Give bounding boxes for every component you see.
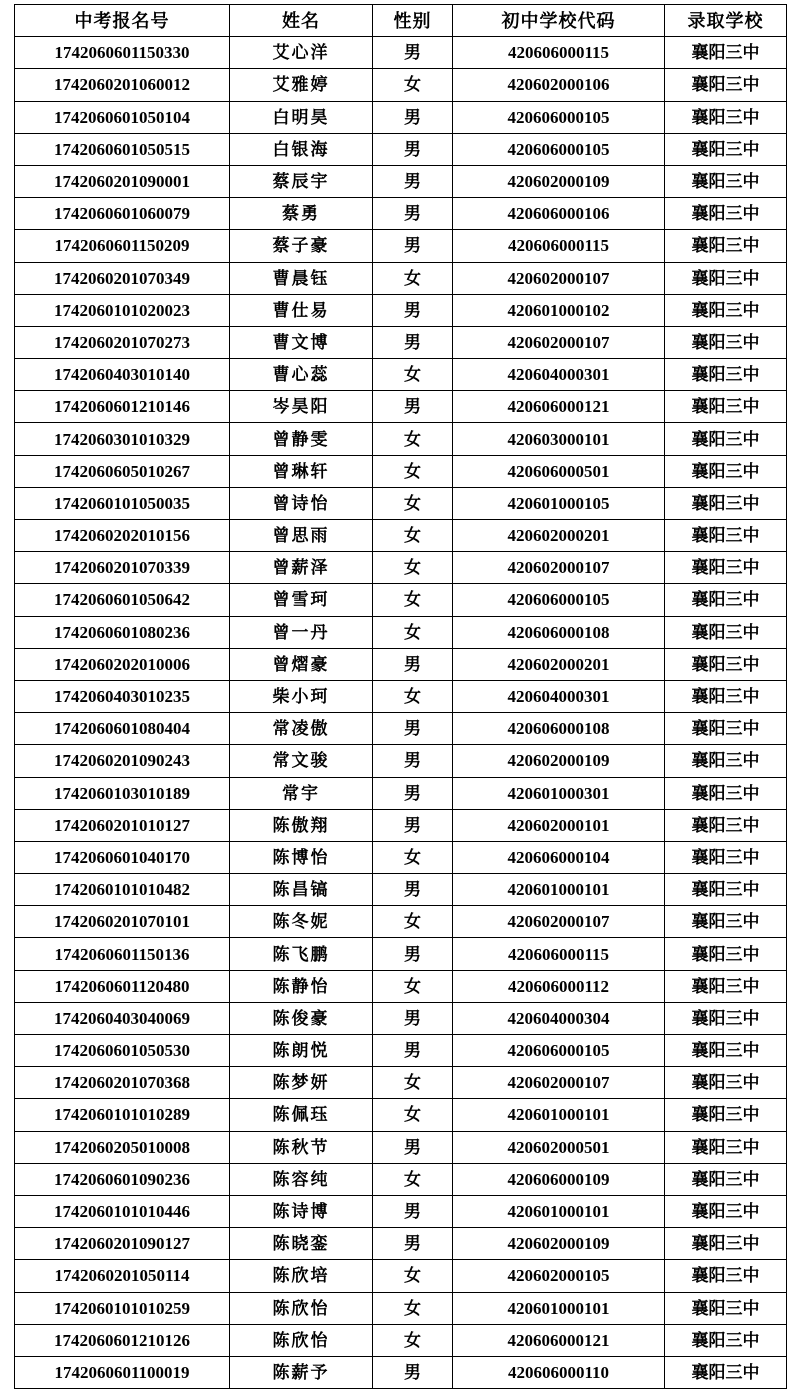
cell-name: 蔡勇 <box>230 198 373 230</box>
cell-name: 陈傲翔 <box>230 809 373 841</box>
cell-gender: 男 <box>373 198 453 230</box>
cell-gender: 男 <box>373 326 453 358</box>
cell-name: 陈容纯 <box>230 1163 373 1195</box>
cell-school-code: 420606000105 <box>453 133 665 165</box>
table-row <box>15 37 787 69</box>
cell-exam-number: 1742060101010259 <box>15 1292 230 1324</box>
cell-exam-number: 1742060202010006 <box>15 648 230 680</box>
cell-name: 陈俊豪 <box>230 1002 373 1034</box>
cell-exam-number: 1742060201070349 <box>15 262 230 294</box>
cell-admitted-school: 襄阳三中 <box>665 326 787 358</box>
cell-gender: 男 <box>373 101 453 133</box>
cell-name: 陈欣怡 <box>230 1292 373 1324</box>
cell-exam-number: 1742060201090001 <box>15 165 230 197</box>
cell-admitted-school: 襄阳三中 <box>665 133 787 165</box>
cell-school-code: 420602000109 <box>453 1228 665 1260</box>
cell-admitted-school: 襄阳三中 <box>665 1131 787 1163</box>
cell-exam-number: 1742060101010289 <box>15 1099 230 1131</box>
cell-school-code: 420602000105 <box>453 1260 665 1292</box>
cell-exam-number: 1742060205010008 <box>15 1131 230 1163</box>
cell-name: 陈冬妮 <box>230 906 373 938</box>
cell-exam-number: 1742060601050515 <box>15 133 230 165</box>
cell-admitted-school: 襄阳三中 <box>665 69 787 101</box>
cell-school-code: 420606000108 <box>453 616 665 648</box>
table-row <box>15 745 787 777</box>
cell-admitted-school: 襄阳三中 <box>665 1002 787 1034</box>
cell-name: 陈飞鹏 <box>230 938 373 970</box>
table-row <box>15 777 787 809</box>
cell-school-code: 420606000104 <box>453 841 665 873</box>
cell-name: 蔡辰宇 <box>230 165 373 197</box>
cell-gender: 女 <box>373 1292 453 1324</box>
cell-name: 曹仕易 <box>230 294 373 326</box>
cell-school-code: 420601000301 <box>453 777 665 809</box>
cell-name: 岑昊阳 <box>230 391 373 423</box>
table-row <box>15 616 787 648</box>
cell-gender: 男 <box>373 648 453 680</box>
cell-name: 陈朗悦 <box>230 1035 373 1067</box>
table-row <box>15 1324 787 1356</box>
column-header-name: 姓名 <box>230 5 373 37</box>
cell-exam-number: 1742060403040069 <box>15 1002 230 1034</box>
cell-school-code: 420606000106 <box>453 198 665 230</box>
cell-gender: 女 <box>373 584 453 616</box>
cell-name: 陈梦妍 <box>230 1067 373 1099</box>
cell-gender: 男 <box>373 713 453 745</box>
cell-exam-number: 1742060301010329 <box>15 423 230 455</box>
cell-gender: 女 <box>373 520 453 552</box>
cell-exam-number: 1742060601150330 <box>15 37 230 69</box>
table-row <box>15 1067 787 1099</box>
cell-name: 陈晓銮 <box>230 1228 373 1260</box>
cell-name: 常文骏 <box>230 745 373 777</box>
cell-name: 柴小珂 <box>230 680 373 712</box>
table-row <box>15 1292 787 1324</box>
table-row <box>15 1228 787 1260</box>
cell-school-code: 420602000107 <box>453 1067 665 1099</box>
cell-school-code: 420601000101 <box>453 1195 665 1227</box>
cell-school-code: 420602000201 <box>453 648 665 680</box>
cell-exam-number: 1742060101050035 <box>15 487 230 519</box>
table-row <box>15 359 787 391</box>
cell-exam-number: 1742060601080236 <box>15 616 230 648</box>
cell-admitted-school: 襄阳三中 <box>665 874 787 906</box>
cell-exam-number: 1742060101010446 <box>15 1195 230 1227</box>
cell-name: 陈薪予 <box>230 1356 373 1388</box>
cell-name: 艾心洋 <box>230 37 373 69</box>
cell-exam-number: 1742060601210126 <box>15 1324 230 1356</box>
cell-name: 艾雅婷 <box>230 69 373 101</box>
cell-exam-number: 1742060601050104 <box>15 101 230 133</box>
cell-admitted-school: 襄阳三中 <box>665 777 787 809</box>
cell-admitted-school: 襄阳三中 <box>665 37 787 69</box>
table-row <box>15 970 787 1002</box>
table-row <box>15 294 787 326</box>
cell-school-code: 420606000109 <box>453 1163 665 1195</box>
cell-admitted-school: 襄阳三中 <box>665 552 787 584</box>
cell-admitted-school: 襄阳三中 <box>665 809 787 841</box>
cell-school-code: 420601000105 <box>453 487 665 519</box>
table-row <box>15 262 787 294</box>
table-header <box>15 5 787 37</box>
cell-school-code: 420601000101 <box>453 1292 665 1324</box>
cell-gender: 女 <box>373 906 453 938</box>
cell-school-code: 420606000105 <box>453 1035 665 1067</box>
column-header-admitted-school: 录取学校 <box>665 5 787 37</box>
table-row <box>15 938 787 970</box>
table-row <box>15 1035 787 1067</box>
cell-exam-number: 1742060403010140 <box>15 359 230 391</box>
cell-name: 蔡子豪 <box>230 230 373 262</box>
cell-name: 曾静雯 <box>230 423 373 455</box>
cell-name: 曾诗怡 <box>230 487 373 519</box>
table-row <box>15 520 787 552</box>
cell-school-code: 420606000110 <box>453 1356 665 1388</box>
cell-gender: 男 <box>373 1356 453 1388</box>
cell-exam-number: 1742060601060079 <box>15 198 230 230</box>
cell-exam-number: 1742060201070273 <box>15 326 230 358</box>
column-header-gender: 性别 <box>373 5 453 37</box>
cell-exam-number: 1742060202010156 <box>15 520 230 552</box>
table-row <box>15 809 787 841</box>
cell-name: 曾熠豪 <box>230 648 373 680</box>
cell-admitted-school: 襄阳三中 <box>665 1292 787 1324</box>
cell-gender: 女 <box>373 262 453 294</box>
cell-name: 曹晨钰 <box>230 262 373 294</box>
cell-name: 陈秋节 <box>230 1131 373 1163</box>
cell-exam-number: 1742060601050530 <box>15 1035 230 1067</box>
cell-exam-number: 1742060201010127 <box>15 809 230 841</box>
cell-gender: 女 <box>373 616 453 648</box>
cell-gender: 女 <box>373 455 453 487</box>
cell-exam-number: 1742060201070101 <box>15 906 230 938</box>
cell-admitted-school: 襄阳三中 <box>665 520 787 552</box>
table-row <box>15 455 787 487</box>
cell-gender: 男 <box>373 1195 453 1227</box>
cell-school-code: 420606000501 <box>453 455 665 487</box>
cell-school-code: 420606000108 <box>453 713 665 745</box>
cell-admitted-school: 襄阳三中 <box>665 391 787 423</box>
cell-admitted-school: 襄阳三中 <box>665 1163 787 1195</box>
cell-admitted-school: 襄阳三中 <box>665 101 787 133</box>
cell-school-code: 420601000101 <box>453 874 665 906</box>
cell-admitted-school: 襄阳三中 <box>665 359 787 391</box>
cell-school-code: 420601000102 <box>453 294 665 326</box>
table-row <box>15 230 787 262</box>
cell-exam-number: 1742060601100019 <box>15 1356 230 1388</box>
cell-gender: 女 <box>373 552 453 584</box>
cell-admitted-school: 襄阳三中 <box>665 1356 787 1388</box>
cell-school-code: 420606000112 <box>453 970 665 1002</box>
cell-name: 陈诗博 <box>230 1195 373 1227</box>
cell-school-code: 420604000304 <box>453 1002 665 1034</box>
cell-gender: 女 <box>373 69 453 101</box>
table-body <box>15 37 787 1389</box>
cell-exam-number: 1742060101020023 <box>15 294 230 326</box>
cell-exam-number: 1742060403010235 <box>15 680 230 712</box>
table-row <box>15 423 787 455</box>
cell-gender: 男 <box>373 165 453 197</box>
cell-admitted-school: 襄阳三中 <box>665 841 787 873</box>
cell-school-code: 420606000121 <box>453 391 665 423</box>
cell-school-code: 420606000105 <box>453 584 665 616</box>
cell-gender: 男 <box>373 230 453 262</box>
table-row <box>15 552 787 584</box>
table-row <box>15 101 787 133</box>
cell-name: 陈欣培 <box>230 1260 373 1292</box>
cell-exam-number: 1742060101010482 <box>15 874 230 906</box>
cell-admitted-school: 襄阳三中 <box>665 198 787 230</box>
cell-admitted-school: 襄阳三中 <box>665 906 787 938</box>
cell-admitted-school: 襄阳三中 <box>665 713 787 745</box>
column-header-exam-number: 中考报名号 <box>15 5 230 37</box>
cell-gender: 女 <box>373 423 453 455</box>
cell-exam-number: 1742060601150136 <box>15 938 230 970</box>
cell-school-code: 420602000501 <box>453 1131 665 1163</box>
cell-admitted-school: 襄阳三中 <box>665 970 787 1002</box>
cell-admitted-school: 襄阳三中 <box>665 165 787 197</box>
cell-admitted-school: 襄阳三中 <box>665 1228 787 1260</box>
table-row <box>15 133 787 165</box>
table-row <box>15 487 787 519</box>
table-row <box>15 1163 787 1195</box>
cell-gender: 男 <box>373 1002 453 1034</box>
cell-exam-number: 1742060601080404 <box>15 713 230 745</box>
table-row <box>15 69 787 101</box>
cell-school-code: 420606000121 <box>453 1324 665 1356</box>
cell-name: 曾薪泽 <box>230 552 373 584</box>
cell-name: 白明昊 <box>230 101 373 133</box>
cell-admitted-school: 襄阳三中 <box>665 648 787 680</box>
cell-admitted-school: 襄阳三中 <box>665 584 787 616</box>
cell-school-code: 420602000107 <box>453 262 665 294</box>
cell-name: 曹心蕊 <box>230 359 373 391</box>
cell-gender: 男 <box>373 809 453 841</box>
table-row <box>15 1131 787 1163</box>
cell-admitted-school: 襄阳三中 <box>665 294 787 326</box>
cell-gender: 女 <box>373 487 453 519</box>
column-header-school-code: 初中学校代码 <box>453 5 665 37</box>
cell-admitted-school: 襄阳三中 <box>665 680 787 712</box>
cell-school-code: 420602000201 <box>453 520 665 552</box>
cell-exam-number: 1742060601040170 <box>15 841 230 873</box>
cell-admitted-school: 襄阳三中 <box>665 1324 787 1356</box>
cell-exam-number: 1742060201060012 <box>15 69 230 101</box>
cell-name: 陈佩珏 <box>230 1099 373 1131</box>
cell-gender: 女 <box>373 680 453 712</box>
cell-admitted-school: 襄阳三中 <box>665 1260 787 1292</box>
cell-exam-number: 1742060201050114 <box>15 1260 230 1292</box>
cell-exam-number: 1742060601210146 <box>15 391 230 423</box>
cell-name: 陈欣怡 <box>230 1324 373 1356</box>
cell-name: 常凌傲 <box>230 713 373 745</box>
table-row <box>15 1260 787 1292</box>
cell-school-code: 420602000107 <box>453 326 665 358</box>
cell-gender: 女 <box>373 1067 453 1099</box>
cell-school-code: 420602000109 <box>453 745 665 777</box>
cell-exam-number: 1742060201090127 <box>15 1228 230 1260</box>
cell-admitted-school: 襄阳三中 <box>665 1195 787 1227</box>
cell-gender: 女 <box>373 841 453 873</box>
cell-admitted-school: 襄阳三中 <box>665 1067 787 1099</box>
table-header-row <box>15 5 787 37</box>
table-row <box>15 165 787 197</box>
cell-name: 曾思雨 <box>230 520 373 552</box>
cell-gender: 男 <box>373 294 453 326</box>
cell-gender: 女 <box>373 1324 453 1356</box>
table-row <box>15 874 787 906</box>
cell-school-code: 420601000101 <box>453 1099 665 1131</box>
cell-exam-number: 1742060605010267 <box>15 455 230 487</box>
cell-school-code: 420604000301 <box>453 359 665 391</box>
cell-school-code: 420604000301 <box>453 680 665 712</box>
cell-admitted-school: 襄阳三中 <box>665 745 787 777</box>
cell-school-code: 420606000105 <box>453 101 665 133</box>
table-row <box>15 1002 787 1034</box>
cell-exam-number: 1742060201070339 <box>15 552 230 584</box>
cell-admitted-school: 襄阳三中 <box>665 455 787 487</box>
cell-gender: 男 <box>373 1131 453 1163</box>
cell-school-code: 420602000106 <box>453 69 665 101</box>
cell-exam-number: 1742060601050642 <box>15 584 230 616</box>
cell-exam-number: 1742060201070368 <box>15 1067 230 1099</box>
cell-gender: 男 <box>373 37 453 69</box>
cell-admitted-school: 襄阳三中 <box>665 1035 787 1067</box>
cell-school-code: 420602000101 <box>453 809 665 841</box>
cell-admitted-school: 襄阳三中 <box>665 487 787 519</box>
table-row <box>15 680 787 712</box>
cell-exam-number: 1742060201090243 <box>15 745 230 777</box>
table-row <box>15 906 787 938</box>
cell-name: 曾雪珂 <box>230 584 373 616</box>
cell-gender: 女 <box>373 1099 453 1131</box>
cell-gender: 男 <box>373 938 453 970</box>
cell-gender: 男 <box>373 391 453 423</box>
cell-gender: 男 <box>373 745 453 777</box>
cell-name: 陈博怡 <box>230 841 373 873</box>
table-row <box>15 841 787 873</box>
table-row <box>15 326 787 358</box>
cell-name: 陈昌镐 <box>230 874 373 906</box>
cell-admitted-school: 襄阳三中 <box>665 230 787 262</box>
cell-gender: 男 <box>373 1035 453 1067</box>
cell-gender: 女 <box>373 1163 453 1195</box>
cell-school-code: 420602000107 <box>453 552 665 584</box>
cell-exam-number: 1742060103010189 <box>15 777 230 809</box>
cell-name: 常宇 <box>230 777 373 809</box>
cell-name: 白银海 <box>230 133 373 165</box>
cell-school-code: 420606000115 <box>453 230 665 262</box>
table-row <box>15 1356 787 1388</box>
cell-school-code: 420606000115 <box>453 938 665 970</box>
cell-gender: 男 <box>373 874 453 906</box>
cell-name: 陈静怡 <box>230 970 373 1002</box>
cell-school-code: 420602000109 <box>453 165 665 197</box>
table-row <box>15 1195 787 1227</box>
cell-exam-number: 1742060601150209 <box>15 230 230 262</box>
table-row <box>15 648 787 680</box>
table-row <box>15 713 787 745</box>
table-row <box>15 1099 787 1131</box>
cell-gender: 女 <box>373 970 453 1002</box>
cell-gender: 女 <box>373 1260 453 1292</box>
cell-gender: 男 <box>373 777 453 809</box>
cell-gender: 男 <box>373 133 453 165</box>
admission-roster-table <box>14 4 787 1389</box>
table-row <box>15 584 787 616</box>
cell-exam-number: 1742060601120480 <box>15 970 230 1002</box>
table-row <box>15 198 787 230</box>
cell-name: 曾一丹 <box>230 616 373 648</box>
cell-admitted-school: 襄阳三中 <box>665 616 787 648</box>
cell-gender: 男 <box>373 1228 453 1260</box>
cell-name: 曾琳轩 <box>230 455 373 487</box>
cell-admitted-school: 襄阳三中 <box>665 262 787 294</box>
cell-admitted-school: 襄阳三中 <box>665 1099 787 1131</box>
cell-school-code: 420606000115 <box>453 37 665 69</box>
cell-school-code: 420603000101 <box>453 423 665 455</box>
cell-school-code: 420602000107 <box>453 906 665 938</box>
cell-admitted-school: 襄阳三中 <box>665 423 787 455</box>
cell-gender: 女 <box>373 359 453 391</box>
cell-exam-number: 1742060601090236 <box>15 1163 230 1195</box>
table-row <box>15 391 787 423</box>
cell-admitted-school: 襄阳三中 <box>665 938 787 970</box>
cell-name: 曹文博 <box>230 326 373 358</box>
